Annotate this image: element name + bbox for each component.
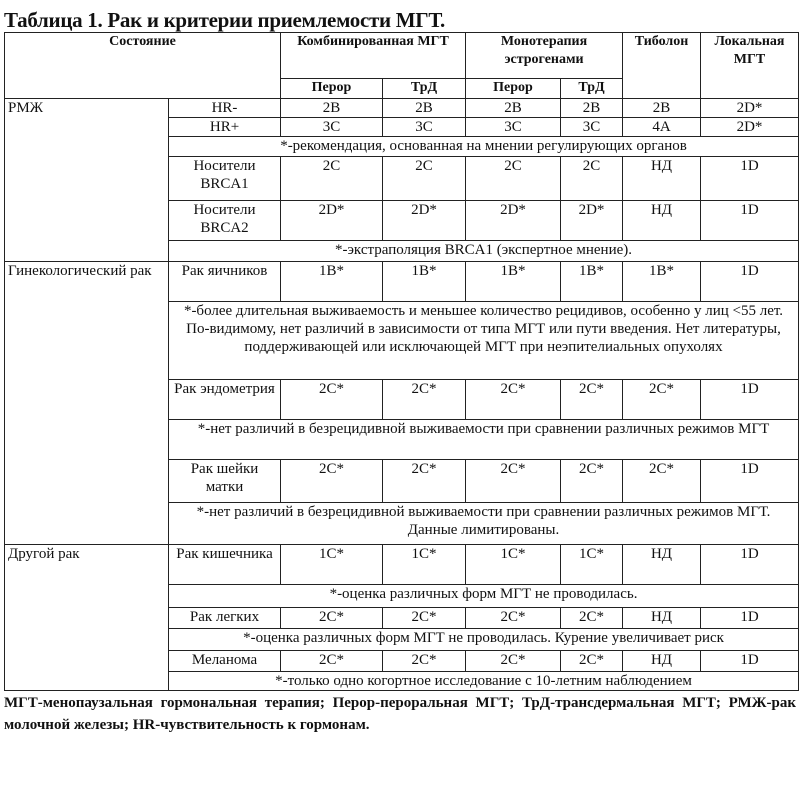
grade-cell: 2B — [281, 99, 383, 118]
table-row — [5, 545, 799, 585]
grade-cell: 1D — [701, 608, 799, 629]
grade-cell: 1D — [701, 545, 799, 585]
grade-cell: 2C — [281, 157, 383, 201]
mht-criteria-table — [4, 32, 799, 691]
grade-cell: 2D* — [383, 201, 466, 241]
grade-cell: НД — [623, 157, 701, 201]
grade-cell: 1D — [701, 651, 799, 672]
grade-cell: 2D* — [701, 99, 799, 118]
grade-cell: НД — [623, 608, 701, 629]
grade-cell: 2B — [466, 99, 561, 118]
condition-group-label: Другой рак — [5, 545, 169, 691]
row-note: *-нет различий в безрецидивной выживаемости при сравнении различных режимов МГТ. Данные лимитированы. — [169, 503, 799, 545]
grade-cell: 2C — [383, 157, 466, 201]
grade-cell: 2C* — [561, 380, 623, 420]
grade-cell: 2B — [561, 99, 623, 118]
grade-cell: 2C* — [466, 651, 561, 672]
grade-cell: 2C* — [623, 460, 701, 503]
grade-cell: 3C — [466, 118, 561, 137]
grade-cell: 1C* — [561, 545, 623, 585]
subcondition-cell: Рак яичников — [169, 262, 281, 302]
grade-cell: 1C* — [281, 545, 383, 585]
grade-cell: 2C* — [561, 460, 623, 503]
table-title: Таблица 1. Рак и критерии приемлемости МГТ. — [4, 8, 445, 32]
subcondition-cell: Рак кишечника — [169, 545, 281, 585]
grade-cell: 2C — [466, 157, 561, 201]
grade-cell: 2C* — [466, 380, 561, 420]
grade-cell: 2C* — [281, 608, 383, 629]
subcondition-cell: Носители BRCA2 — [169, 201, 281, 241]
row-note: *-оценка различных форм МГТ не проводилась. — [169, 585, 799, 608]
condition-group-label: РМЖ — [5, 99, 169, 262]
subcondition-cell: HR+ — [169, 118, 281, 137]
grade-cell: 3C — [383, 118, 466, 137]
grade-cell: 1D — [701, 380, 799, 420]
row-note: *-нет различий в безрецидивной выживаемости при сравнении различных режимов МГТ — [169, 420, 799, 460]
grade-cell: 1D — [701, 157, 799, 201]
grade-cell: 2B — [383, 99, 466, 118]
grade-cell: 2C* — [383, 608, 466, 629]
grade-cell: 2D* — [281, 201, 383, 241]
grade-cell: 1D — [701, 201, 799, 241]
row-note: *-рекомендация, основанная на мнении регулирующих органов — [169, 137, 799, 157]
grade-cell: 1B* — [281, 262, 383, 302]
grade-cell: 2D* — [701, 118, 799, 137]
header-sub-oral: Перор — [281, 79, 383, 99]
grade-cell: 2C* — [383, 651, 466, 672]
grade-cell: 1C* — [466, 545, 561, 585]
grade-cell: НД — [623, 651, 701, 672]
grade-cell: 2D* — [561, 201, 623, 241]
grade-cell: 3C — [561, 118, 623, 137]
subcondition-cell: Рак эндометрия — [169, 380, 281, 420]
subcondition-cell: Рак легких — [169, 608, 281, 629]
grade-cell: 2C* — [281, 651, 383, 672]
grade-cell: 2C* — [383, 460, 466, 503]
header-estrogen-mono: Монотерапия эстрогенами — [466, 33, 623, 79]
header-sub-transdermal: ТрД — [383, 79, 466, 99]
grade-cell: 1B* — [623, 262, 701, 302]
header-local: Локальная МГТ — [701, 33, 799, 99]
grade-cell: 3C — [281, 118, 383, 137]
grade-cell: 2B — [623, 99, 701, 118]
row-note: *-оценка различных форм МГТ не проводилась. Курение увеличивает риск — [169, 629, 799, 651]
subcondition-cell: Меланома — [169, 651, 281, 672]
condition-group-label: Гинекологический рак — [5, 262, 169, 545]
grade-cell: 1B* — [466, 262, 561, 302]
subcondition-cell: HR- — [169, 99, 281, 118]
row-note: *-более длительная выживаемость и меньшее количество рецидивов, особенно у лиц <55 лет. По-видимому, нет различий в зависимости от типа МГТ или пути введения. Нет литературы, поддерживающей или исключающей МГТ при неэпителиальных опухолях — [169, 302, 799, 380]
grade-cell: НД — [623, 545, 701, 585]
header-condition: Состояние — [5, 33, 281, 99]
grade-cell: 1B* — [561, 262, 623, 302]
grade-cell: НД — [623, 201, 701, 241]
grade-cell: 1D — [701, 460, 799, 503]
header-combined: Комбинированная МГТ — [281, 33, 466, 79]
grade-cell: 2C* — [281, 460, 383, 503]
grade-cell: 2C* — [561, 608, 623, 629]
table-row — [5, 99, 799, 118]
row-note: *-экстраполяция BRCA1 (экспертное мнение). — [169, 241, 799, 262]
grade-cell: 2C* — [466, 608, 561, 629]
grade-cell: 1B* — [383, 262, 466, 302]
grade-cell: 2C* — [281, 380, 383, 420]
header-sub-transdermal: ТрД — [561, 79, 623, 99]
grade-cell: 4A — [623, 118, 701, 137]
grade-cell: 2C* — [466, 460, 561, 503]
table-row — [5, 262, 799, 302]
grade-cell: 2C — [561, 157, 623, 201]
row-note: *-только одно когортное исследование с 10-летним наблюдением — [169, 672, 799, 691]
abbreviations-footnote: МГТ-менопаузальная гормональная терапия; Перор-пероральная МГТ; ТрД-трансдермальная МГТ; РМЖ-рак молочной железы; HR-чувствительность к гормонам. — [4, 695, 796, 733]
grade-cell: 2C* — [561, 651, 623, 672]
header-sub-oral: Перор — [466, 79, 561, 99]
subcondition-cell: Носители BRCA1 — [169, 157, 281, 201]
grade-cell: 2C* — [383, 380, 466, 420]
grade-cell: 1C* — [383, 545, 466, 585]
header-tibolone: Тиболон — [623, 33, 701, 99]
grade-cell: 2D* — [466, 201, 561, 241]
grade-cell: 2C* — [623, 380, 701, 420]
subcondition-cell: Рак шейки матки — [169, 460, 281, 503]
grade-cell: 1D — [701, 262, 799, 302]
